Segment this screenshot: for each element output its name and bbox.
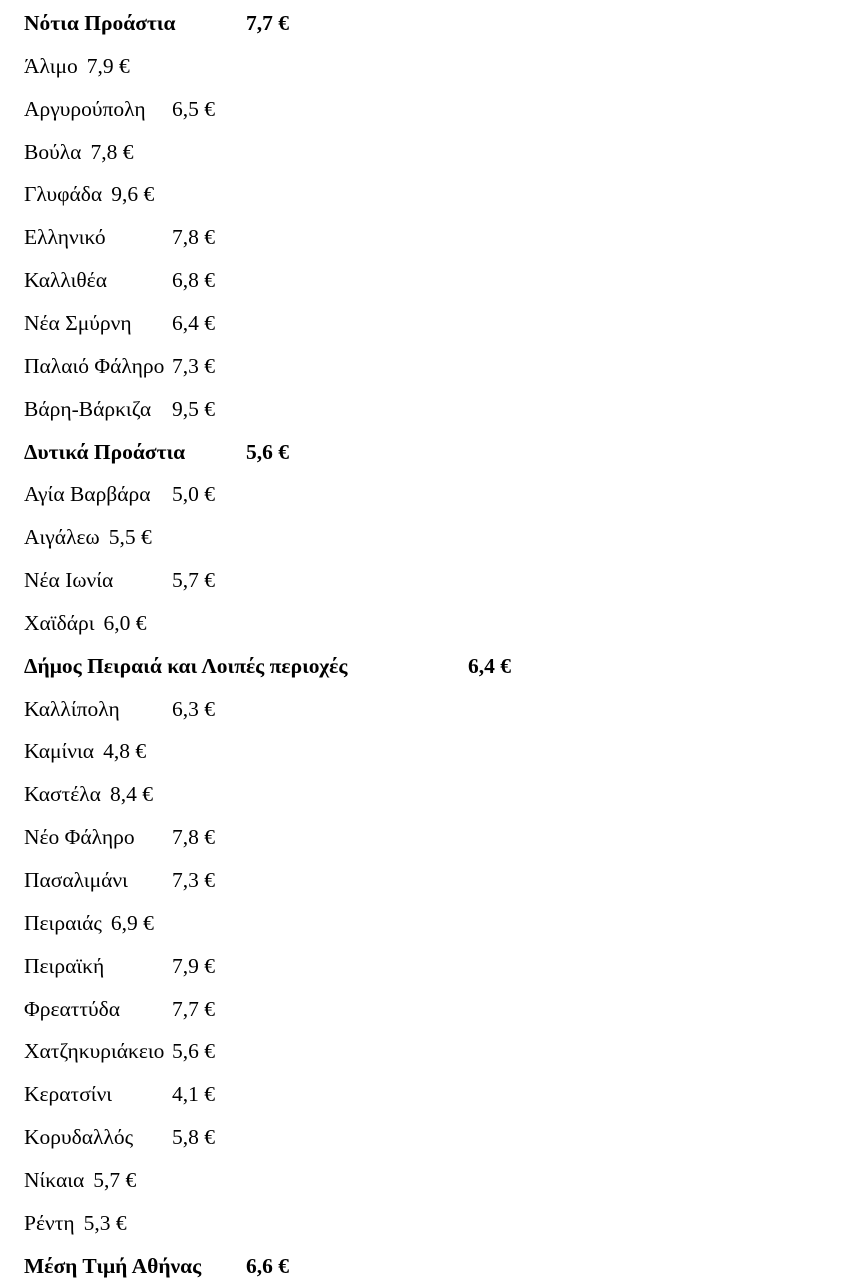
area-row [24,1035,215,1067]
section-heading-row [24,1250,289,1282]
area-name: Πασαλιμάνι [24,868,128,892]
area-price: 7,9 € [172,953,215,978]
area-price: 7,7 € [172,996,215,1021]
area-price: 9,6 € [111,182,155,207]
area-name: Άλιμο [24,53,78,78]
area-name: Νέα Ιωνία [24,568,114,593]
area-price: 7,8 € [172,825,215,850]
area-row [24,350,215,382]
area-price: 5,0 € [172,482,215,507]
area-price: 6,5 € [172,96,215,121]
area-row [24,50,130,82]
area-name: Αργυρούπολη [24,96,146,121]
area-row [24,307,215,339]
section-average-price: 5,6 € [246,439,289,464]
area-name: Χαϊδάρι [24,610,95,635]
area-price: 5,3 € [83,1210,127,1235]
area-name: Αιγάλεω [24,525,100,550]
area-row [24,136,134,168]
section-average-price: 6,6 € [246,1253,289,1278]
area-price: 5,7 € [172,568,215,593]
section-heading: Μέση Τιμή Αθήνας [24,1253,202,1278]
area-price: 6,8 € [172,268,215,293]
section-heading-row [24,650,511,682]
area-name: Κορυδαλλός [24,1125,134,1150]
area-name: Νέα Σμύρνη [24,310,132,335]
area-name: Βούλα [24,139,82,164]
area-price: 6,4 € [172,310,215,335]
area-name: Καλλίπολη [24,696,120,721]
area-name: Ελληνικό [24,225,106,250]
area-price: 7,3 € [172,353,215,378]
area-name: Φρεαττύδα [24,996,121,1021]
area-price: 5,5 € [108,525,152,550]
section-average-price: 7,7 € [246,11,289,35]
area-price: 5,8 € [172,1125,215,1150]
area-price: 7,3 € [172,868,215,892]
area-row [24,735,147,767]
area-row [24,778,153,810]
area-row [24,1121,215,1153]
area-name: Χατζηκυριάκειο [24,1039,165,1064]
area-price: 4,1 € [172,1082,215,1107]
area-row [24,1078,215,1110]
area-row [24,521,152,553]
area-name: Πειραϊκή [24,953,105,978]
area-row [24,993,215,1025]
area-price: 6,9 € [110,910,154,935]
area-row [24,1207,127,1239]
area-price: 7,8 € [90,139,134,164]
area-row [24,264,215,296]
area-name: Καμίνια [24,739,95,764]
area-row [24,864,215,896]
area-row [24,93,215,125]
area-price: 8,4 € [109,782,153,807]
area-price: 9,5 € [172,396,215,421]
area-row [24,178,155,210]
area-row [24,950,215,982]
area-name: Ρέντη [24,1210,75,1235]
area-name: Καστέλα [24,782,101,807]
area-price: 4,8 € [103,739,147,764]
area-row [24,821,215,853]
area-name: Νέο Φάληρο [24,825,135,850]
area-row [24,221,215,253]
area-row [24,393,215,425]
area-name: Κερατσίνι [24,1082,113,1107]
area-price: 5,7 € [93,1167,137,1192]
area-row [24,564,215,596]
area-price: 7,8 € [172,225,215,250]
area-name: Γλυφάδα [24,182,103,207]
section-heading: Δυτικά Προάστια [24,439,186,464]
area-price: 7,9 € [86,53,130,78]
area-row [24,607,147,639]
area-name: Αγία Βαρβάρα [24,482,151,507]
section-heading: Δήμος Πειραιά και Λοιπές περιοχές [24,653,348,678]
area-name: Καλλιθέα [24,268,107,293]
area-row [24,478,215,510]
area-name: Παλαιό Φάληρο [24,353,165,378]
area-price: 6,3 € [172,696,215,721]
area-row [24,693,215,725]
area-row [24,1164,137,1196]
area-price: 6,0 € [103,610,147,635]
section-heading-row [24,7,289,39]
area-name: Νίκαια [24,1167,85,1192]
section-heading: Νότια Προάστια [24,11,176,35]
area-price: 5,6 € [172,1039,215,1064]
area-name: Πειραιάς [24,910,102,935]
section-heading-row [24,436,289,468]
area-row [24,907,154,939]
section-average-price: 6,4 € [468,653,511,678]
area-name: Βάρη-Βάρκιζα [24,396,152,421]
